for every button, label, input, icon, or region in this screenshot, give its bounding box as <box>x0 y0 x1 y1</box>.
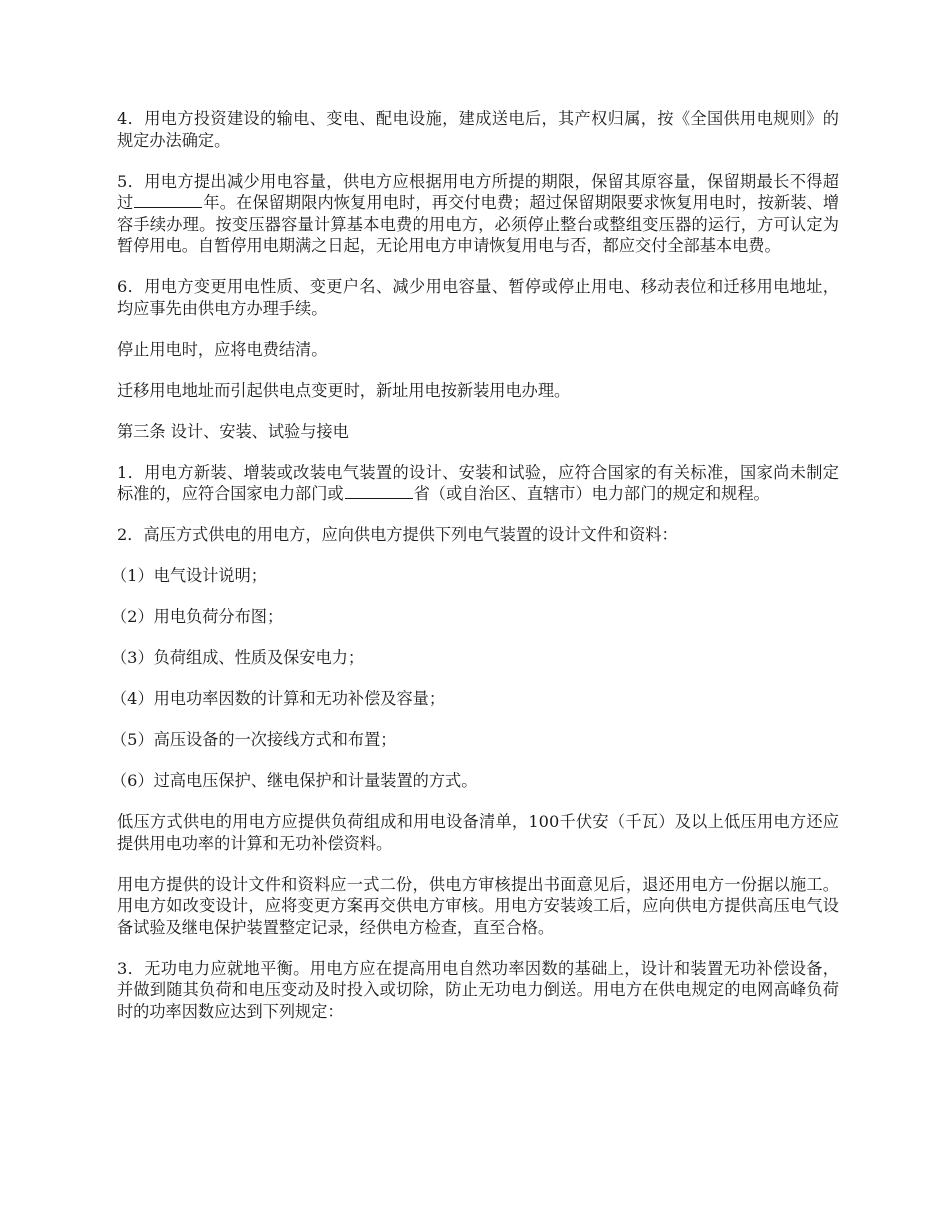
article-3-paragraph-1-part-b: 省（或自治区、直辖市）电力部门的规定和规程。 <box>413 484 770 503</box>
paragraph-5 <box>117 171 839 257</box>
paragraph-6: 6．用电方变更用电性质、变更户名、减少用电容量、暂停或停止用电、移动表位和迁移用电地址，均应事先由供电方办理手续。 <box>117 277 839 318</box>
list-item: （3）负荷组成、性质及保安电力； <box>111 648 365 667</box>
list-item: （5）高压设备的一次接线方式和布置； <box>111 730 397 749</box>
paragraph-relocate: 迁移用电地址而引起供电点变更时，新址用电按新装用电办理。 <box>117 380 571 400</box>
list-item: （6）过高电压保护、继电保护和计量装置的方式。 <box>111 771 478 790</box>
document-page <box>111 108 840 1042</box>
article-3-paragraph-1-part-a: 1．用电方新装、增装或改装电气装置的设计、安装和试验，应符合国家的有关标准，国家尚未制定标准的，应符合国家电力部门或 <box>117 462 839 503</box>
paragraph-5-part-b: 年。在保留期限内恢复用电时，再交付电费；超过保留期限要求恢复用电时，按新装、增容手续办理。按变压器容量计算基本电费的用电方，必须停止整台或整组变压器的运行，方可认定为暂停用电。自暂停用电期满之日起，无论用电方申请恢复用电与否，都应交付全部基本电费。 <box>117 193 840 255</box>
paragraph-design-docs: 用电方提供的设计文件和资料应一式二份，供电方审核提出书面意见后，退还用电方一份据以施工。用电方如改变设计，应将变更方案再交供电方审核。用电方安装竣工后，应向供电方提供高压电气设备试验及继电保护装置整定记录，经供电方检查，直至合格。 <box>117 874 839 937</box>
list-item: （1）电气设计说明； <box>111 566 267 585</box>
list-item: （2）用电负荷分布图； <box>111 607 284 626</box>
paragraph-4: 4．用电方投资建设的输电、变电、配电设施，建成送电后，其产权归属，按《全国供用电规则》的规定办法确定。 <box>117 109 839 150</box>
fill-in-blank-years <box>134 193 202 208</box>
paragraph-5-part-a: 5．用电方提出减少用电容量，供电方应根据用电方所提的期限，保留其原容量，保留期最长不得超过 <box>117 171 839 212</box>
article-3-paragraph-1 <box>117 462 839 505</box>
paragraph-low-voltage: 低压方式供电的用电方应提供负荷组成和用电设备清单，100千伏安（千瓦）及以上低压用电方还应提供用电功率的计算和无功补偿资料。 <box>117 812 839 853</box>
paragraph-stop-power: 停止用电时，应将电费结清。 <box>117 339 328 359</box>
fill-in-blank-province <box>345 484 413 499</box>
article-3-paragraph-3: 3．无功电力应就地平衡。用电方应在提高用电自然功率因数的基础上，设计和装置无功补偿设备，并做到随其负荷和电压变动及时投入或切除，防止无功电力倒送。用电方在供电规定的电网高峰负荷时的功率因数应达到下列规定： <box>117 958 839 1021</box>
list-item: （4）用电功率因数的计算和无功补偿及容量； <box>111 689 446 708</box>
article-3-heading: 第三条 设计、安装、试验与接电 <box>117 421 349 441</box>
article-3-paragraph-2: 2．高压方式供电的用电方，应向供电方提供下列电气装置的设计文件和资料： <box>117 525 678 544</box>
